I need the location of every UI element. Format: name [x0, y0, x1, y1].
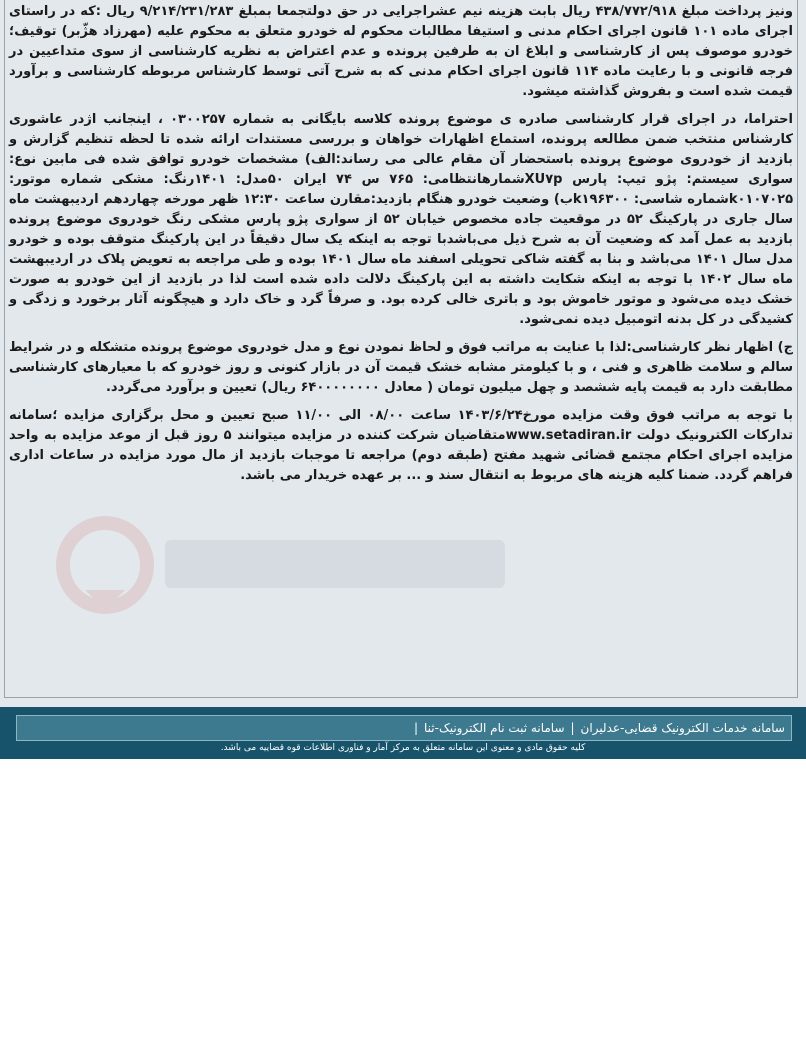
watermark-logo-icon: [45, 510, 525, 620]
document-body: [9, 2, 793, 494]
footer-links: [16, 715, 792, 741]
paragraph-valuation: ج) اظهار نظر کارشناسی:لذا با عنایت به مراتب فوق و لحاظ نمودن نوع و مدل خودروی موضوع پرونده متشکله و در شرایط سالم و سلامت ظاهری و فنی ، و با کیلومتر مشابه خشک قیمت آن در بازار کنونی و روز خودرو که با معیارهای کارشناسی مطابقت دارد به قیمت پایه ششصد و چهل میلیون تومان ( معادل ۶۴۰۰۰۰۰۰۰۰ ریال) تعیین و برآورد می‌گردد.: [9, 340, 793, 395]
paragraph-auction-info: با توجه به مراتب فوق وقت مزایده مورخ۱۴۰۳/۶/۲۴ ساعت ۰۸/۰۰ الی ۱۱/۰۰ صبح تعیین و محل برگزاری مزایده ؛سامانه تدارکات الکترونیک دولت www.setadiran.irمتقاضیان شرکت کننده در مزایده میتوانند ۵ روز قبل از موعد مزایده به واحد مزایده اجرای احکام مجتمع قضائی شهید مفتح (طبقه دوم) مراجعه تا موجبات بازدید از مال مورد مزایده در ساعات اداری فراهم گردد. ضمنا کلیه هزینه های مربوط به انتقال سند و ... بر عهده خریدار می باشد.: [9, 408, 794, 483]
adliran-link[interactable]: سامانه خدمات الکترونیک قضایی-عدلیران: [580, 721, 785, 735]
footer-separator: |: [570, 721, 575, 735]
sana-link[interactable]: سامانه ثبت نام الکترونیک-ثنا: [424, 721, 565, 735]
paragraph-debt: ونیز پرداخت مبلغ ۴۳۸/۷۷۲/۹۱۸ ریال بابت هزینه نیم عشراجرایی در حق دولتجمعا بمبلغ ۹/۲۱۴/۲۳۱/۲۸۳ ریال :که در راستای اجرای ماده ۱۰۱ قانون اجرای احکام مدنی و استیفا مطالبات محکوم له خودرو متعلق به محکوم علیه (مهرزاد هژّبر) توقیف؛ خودرو موصوف پس از کارشناسی و ابلاغ ان به طرفین پرونده و عدم اعتراض به نظریه کارشناسی از سوی متداعیین در فرجه قانونی و با رعایت ماده ۱۱۴ قانون اجرای احکام مدنی که به شرح آتی توسط کارشناس مربوطه کارشناسی و برآورد قیمت شده است و بفروش گذاشته میشود.: [9, 4, 793, 99]
footer: [0, 707, 806, 759]
copyright-text: کلیه حقوق مادی و معنوی این سامانه متعلق به مرکز آمار و فناوری اطلاعات قوه قضاییه می باشد.: [220, 743, 586, 753]
paragraph-expert-report: احتراما، در اجرای قرار کارشناسی صادره ی موضوع پرونده کلاسه بایگانی به شماره ۰۳۰۰۲۵۷ ، اینجانب اژدر عاشوری کارشناس منتخب ضمن مطالعه پرونده، استماع اظهارات خواهان و بررسی مستندات ارائه شده تا لحظه تنظیم گزارش و بازدید از خودروی موضوع پرونده باستحضار آن مقام عالی می رساند:الف) مشخصات خودرو توافق شده فی مابین نوع: سواری سیستم: پژو تیپ: پارس XU۷pشمارهانتظامی: ۷۶۵ س ۷۴ ایران ۵۰مدل: ۱۴۰۱رنگ: مشکی شماره موتور: k۰۱۰۷۰۲۵شماره شاسی: k۱۹۶۳۰۰ب) وضعیت خودرو هنگام بازدید:مقارن ساعت ۱۲:۳۰ ظهر مورخه چهاردهم اردیبهشت ماه سال جاری در پارکینگ ۵۲ در موقعیت جاده مخصوص خیابان ۵۲ از سواری پژو پارس مشکی رنگ خودروی موضوع پرونده بازدید به عمل آمد که وضعیت آن به شرح ذیل می‌باشدبا توجه به اینکه یک سال دقیقاً در این پارکینگ متوقف بوده و خودرو مدل سال ۱۴۰۱ می‌باشد و بنا به گفته شاکی تحویلی اسفند ماه سال ۱۴۰۱ بوده و طی مراجعه به تعویض پلاک در اردیبهشت ماه سال ۱۴۰۲ با توجه به اینکه شکایت داشته به این پارکینگ دلالت داده شده است لذا در بازدید از این خودرو به صورت خشک دیده می‌شود و موتور خاموش بود و باتری خالی کرده بود. و صرفاً گرد و خاک دارد و هیچگونه آثار برخورد و زدگی و کشیدگی در کل بدنه اتومبیل دیده نمی‌شود.: [9, 112, 794, 327]
content-panel: [4, 0, 798, 698]
footer-separator-end: |: [413, 721, 419, 735]
